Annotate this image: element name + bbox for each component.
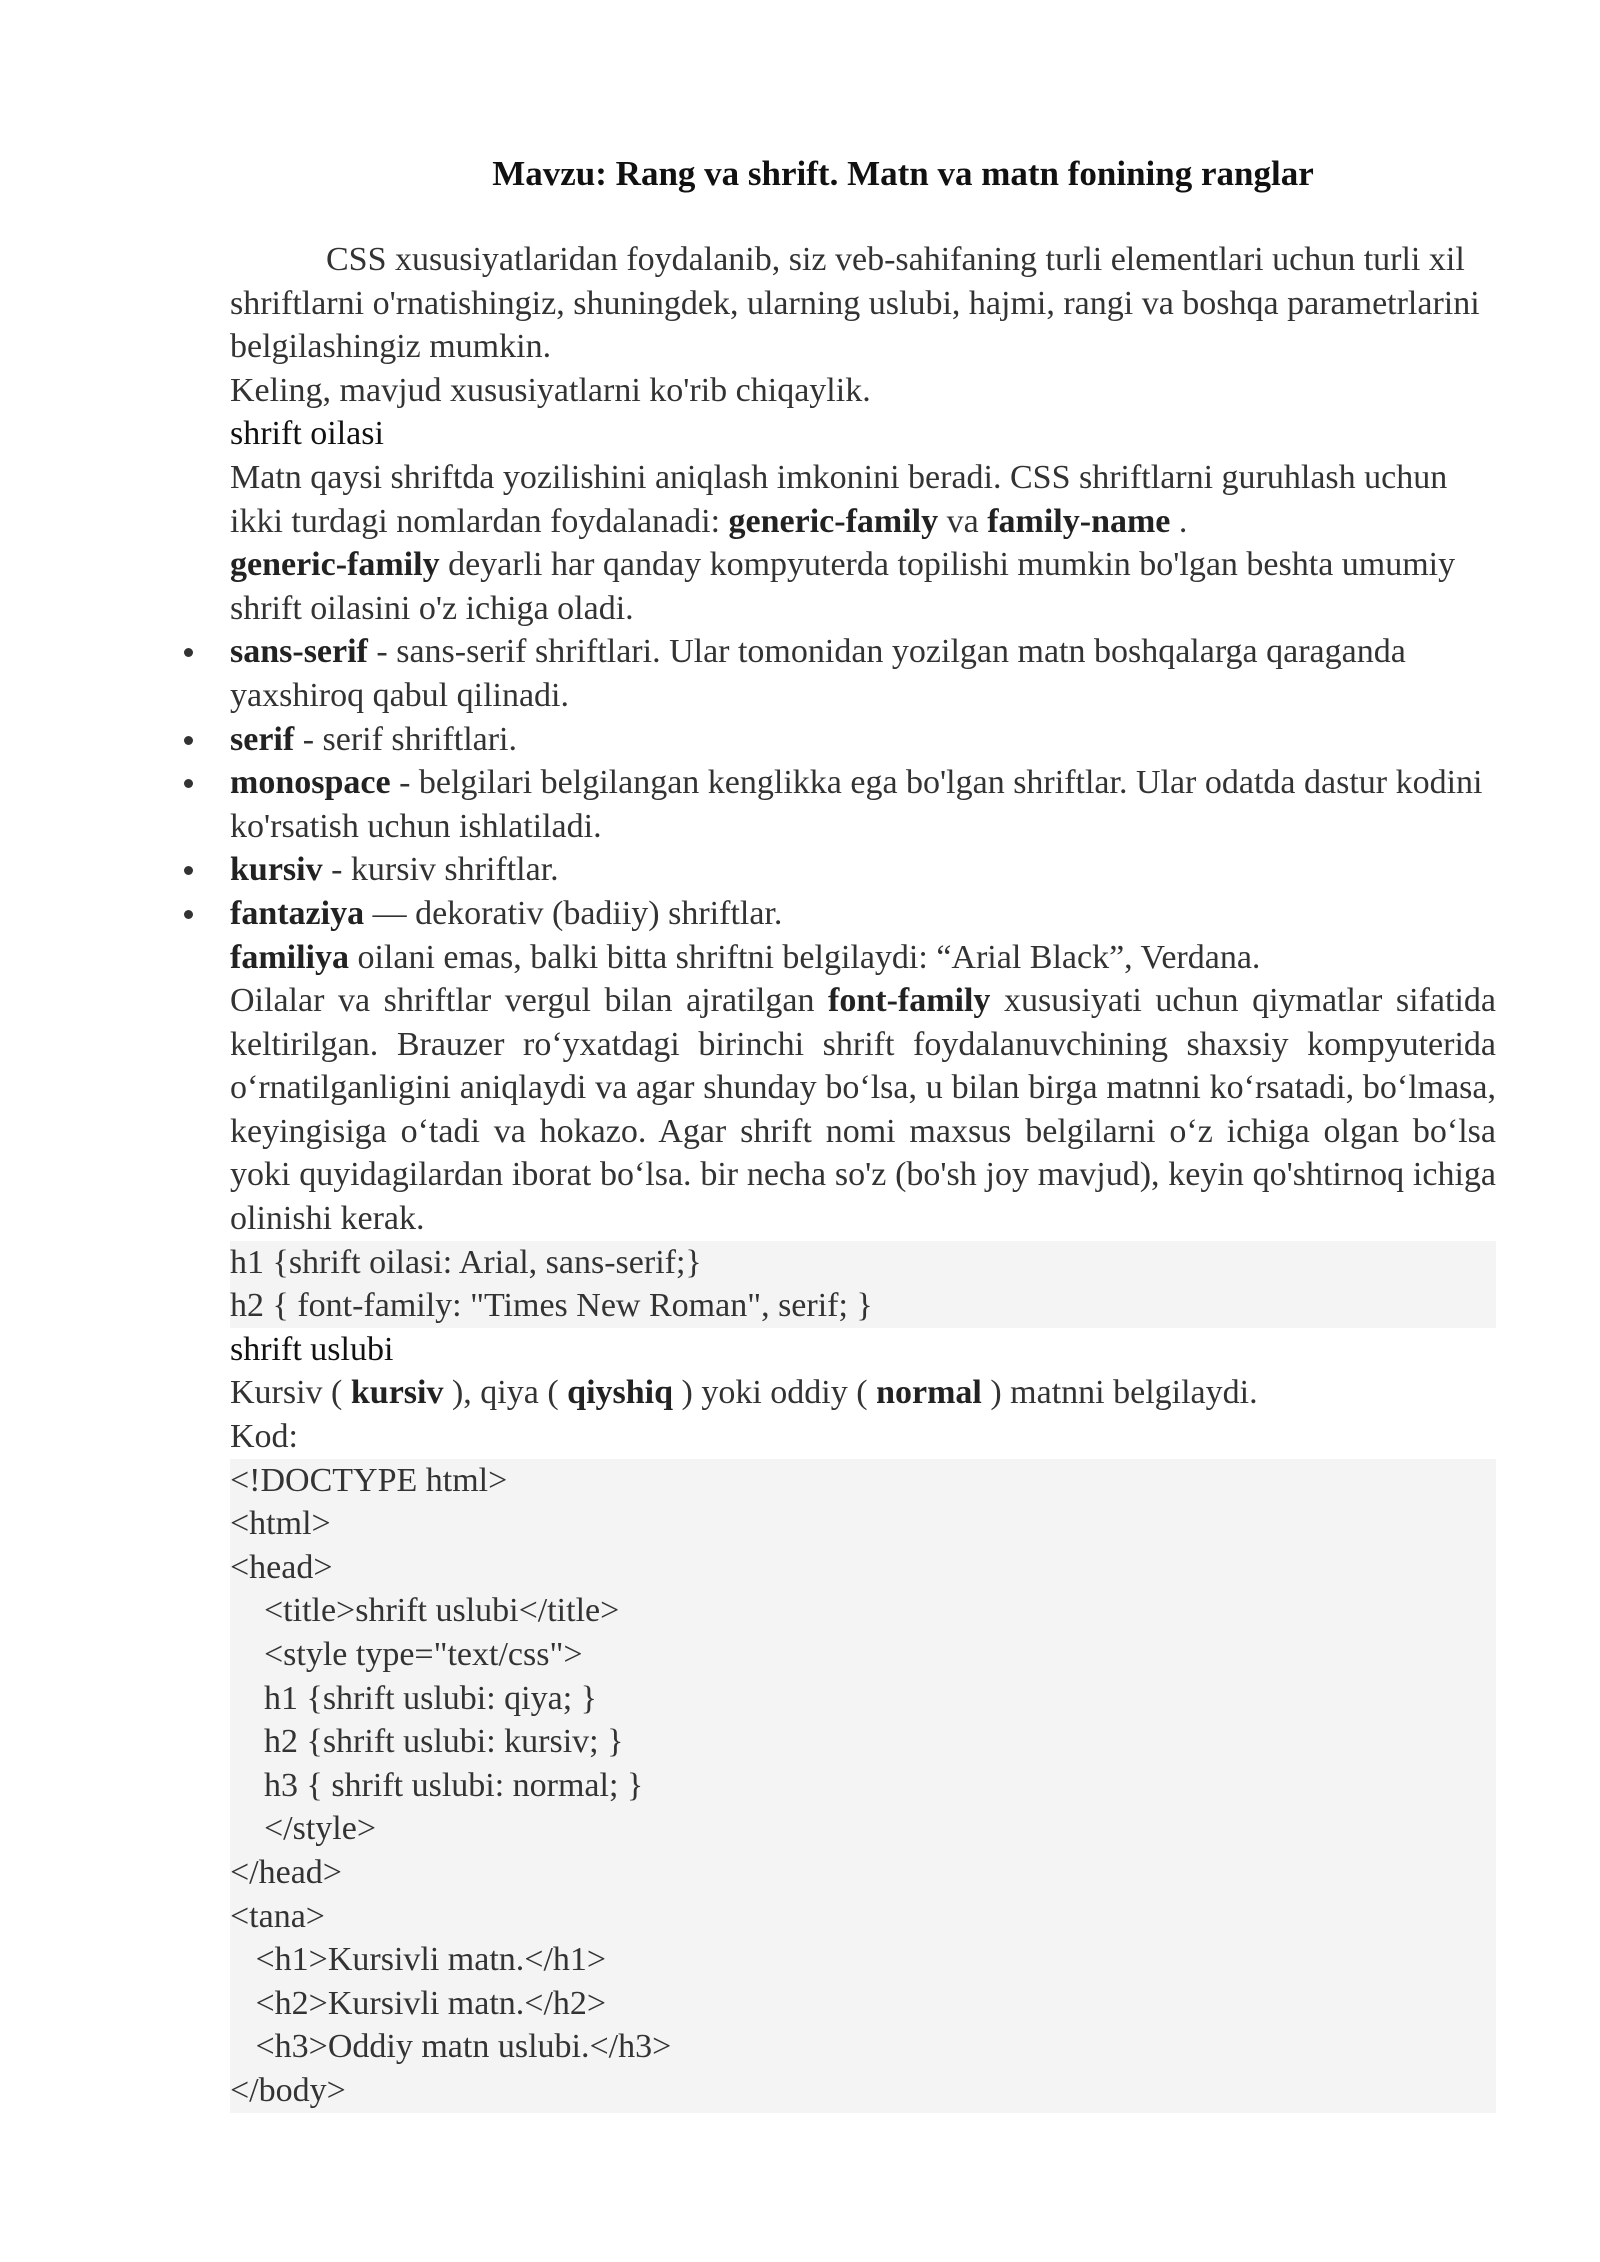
term-family-name: family-name: [987, 502, 1171, 540]
list-item: monospace - belgilari belgilangan kenglikka ega bo'lgan shriftlar. Ular odatda dastur kodini ko'rsatish uchun ishlatiladi.: [230, 761, 1496, 848]
bullet-icon: [184, 866, 193, 875]
code-line: h1 {shrift uslubi: qiya; }: [230, 1679, 597, 1717]
font-family-paragraph: Matn qaysi shriftda yozilishini aniqlash imkonini beradi. CSS shriftlarni guruhlash uchun ikki turdagi nomlardan foydalanadi: generic-family va family-name .: [230, 458, 1448, 540]
code-line: <html>: [230, 1505, 331, 1543]
font-family-list: [230, 630, 1496, 935]
list-item: fantaziya — dekorativ (badiiy) shriftlar.: [230, 892, 1496, 936]
bullet-icon: [184, 779, 193, 788]
bullet-icon: [184, 648, 193, 657]
code-line: <h1>Kursivli matn.</h1>: [230, 1941, 607, 1979]
font-family-explanation: Oilalar va shriftlar vergul bilan ajratilgan font-family xususiyati uchun qiymatlar sifatida keltirilgan. Brauzer roʻyxatdagi birinchi shrift foydalanuvchining shaxsiy kompyuterida oʻrnatilganligini aniqlaydi va agar shunday boʻlsa, u bilan birga matnni koʻrsatadi, boʻlmasa, keyingisiga oʻtadi va hokazo. Agar shrift nomi maxsus belgilarni oʻz ichiga olgan boʻlsa yoki quyidagilardan iborat boʻlsa. bir necha so'z (bo'sh joy mavjud), keyin qo'shtirnoq ichiga olinishi kerak.: [230, 982, 1496, 1238]
code-line: <h3>Oddiy matn uslubi.</h3>: [230, 2028, 672, 2066]
list-item: kursiv - kursiv shriftlar.: [230, 848, 1496, 892]
bullet-icon: [184, 736, 193, 745]
code-line: </body>: [230, 2071, 346, 2109]
code-line: <!DOCTYPE html>: [230, 1461, 508, 1499]
term-generic-family-2: generic-family: [230, 546, 440, 584]
intro-paragraph: CSS xususiyatlaridan foydalanib, siz veb-sahifaning turli elementlari uchun turli xil shriftlarni o'rnatishingiz, shuningdek, ularning uslubi, hajmi, rangi va boshqa parametrlarini belgilashingiz mumkin.: [230, 241, 1480, 366]
code-line: <h2>Kursivli matn.</h2>: [230, 1984, 607, 2022]
term-kursiv: kursiv: [350, 1374, 444, 1412]
code-line: h3 { shrift uslubi: normal; }: [230, 1766, 644, 1804]
intro-paragraph-2: Keling, mavjud xususiyatlarni ko'rib chiqaylik.: [230, 371, 871, 409]
section-heading-font-style: shrift uslubi: [230, 1330, 394, 1368]
document-content: [230, 152, 1496, 2113]
code-label: Kod:: [230, 1418, 298, 1456]
term-normal: normal: [876, 1374, 982, 1412]
bullet-icon: [184, 910, 193, 919]
code-line: <tana>: [230, 1897, 325, 1935]
document-title: Mavzu: Rang va shrift. Matn va matn fonining ranglar: [492, 154, 1314, 193]
term-familiya: familiya: [230, 938, 349, 976]
code-line: </style>: [230, 1810, 377, 1848]
code-line: <style type="text/css">: [230, 1636, 583, 1673]
code-block-font-style: [230, 1459, 1496, 2113]
generic-family-paragraph: generic-family deyarli har qanday kompyuterda topilishi mumkin bo'lgan beshta umumiy shrift oilasini o'z ichiga oladi.: [230, 546, 1456, 627]
code-line: </head>: [230, 1853, 342, 1891]
family-name-paragraph: familiya oilani emas, balki bitta shriftni belgilaydi: “Arial Black”, Verdana.: [230, 938, 1261, 976]
list-item: serif - serif shriftlari.: [230, 718, 1496, 762]
code-line: <title>shrift uslubi</title>: [230, 1592, 620, 1630]
section-heading-font-family: shrift oilasi: [230, 415, 384, 453]
term-qiyshiq: qiyshiq: [567, 1374, 674, 1412]
term-generic-family: generic-family: [728, 502, 939, 540]
code-line: h2 { font-family: "Times New Roman", serif; }: [230, 1287, 873, 1325]
code-line: h1 {shrift oilasi: Arial, sans-serif;}: [230, 1243, 702, 1281]
term-font-family: font-family: [828, 982, 991, 1020]
code-block-font-family: [230, 1241, 1496, 1328]
code-line: h2 {shrift uslubi: kursiv; }: [230, 1723, 624, 1761]
font-style-paragraph: Kursiv ( kursiv ), qiya ( qiyshiq ) yoki oddiy ( normal ) matnni belgilaydi.: [230, 1374, 1258, 1412]
code-line: <head>: [230, 1548, 333, 1586]
list-item: sans-serif - sans-serif shriftlari. Ular tomonidan yozilgan matn boshqalarga qaraganda yaxshiroq qabul qilinadi.: [230, 630, 1496, 717]
